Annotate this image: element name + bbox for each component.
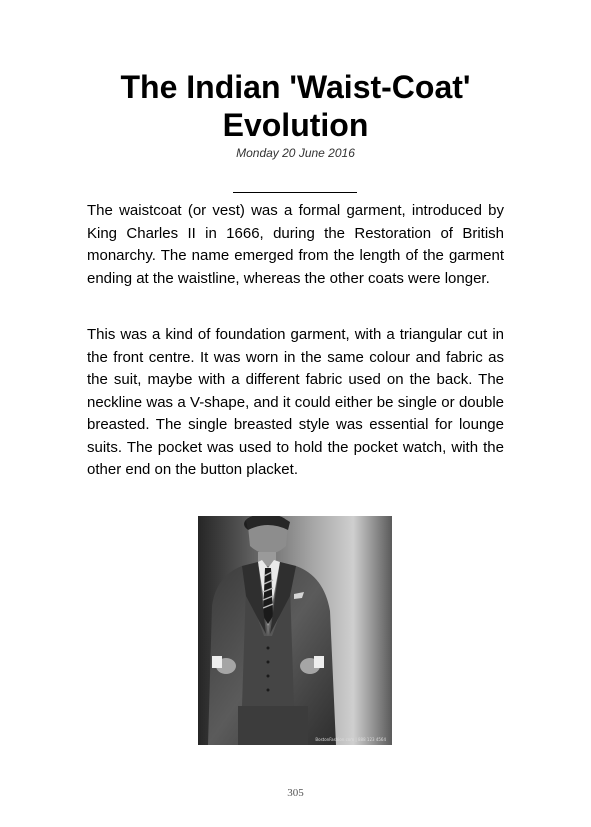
article-date: Monday 20 June 2016 [236, 146, 355, 160]
article-paragraph-1: The waistcoat (or vest) was a formal garment, introduced by King Charles II in 1666, during the Restoration of British monarchy. The name emerged from the length of the garment ending at the waistline, whereas the other coats were longer. [87, 202, 504, 287]
page-number: 305 [287, 787, 304, 799]
article-paragraph-2: This was a kind of foundation garment, with a triangular cut in the front centre. It was worn in the same colour and fabric as the suit, maybe with a different fabric used on the back. The neckline was a V-shape, and it could either be single or double breasted. The single breasted style was essential for lounge suits. The pocket was used to hold the pocket watch, with the other end on the button placket. [87, 326, 504, 478]
suit-photo-illustration [198, 516, 392, 745]
title-divider [233, 192, 357, 193]
photo-credit: BostonFashion.com | 888 123 4564 [315, 737, 386, 742]
article-photo-man-in-three-piece-suit [198, 516, 392, 745]
article-title: The Indian 'Waist-Coat' Evolution [120, 69, 471, 143]
